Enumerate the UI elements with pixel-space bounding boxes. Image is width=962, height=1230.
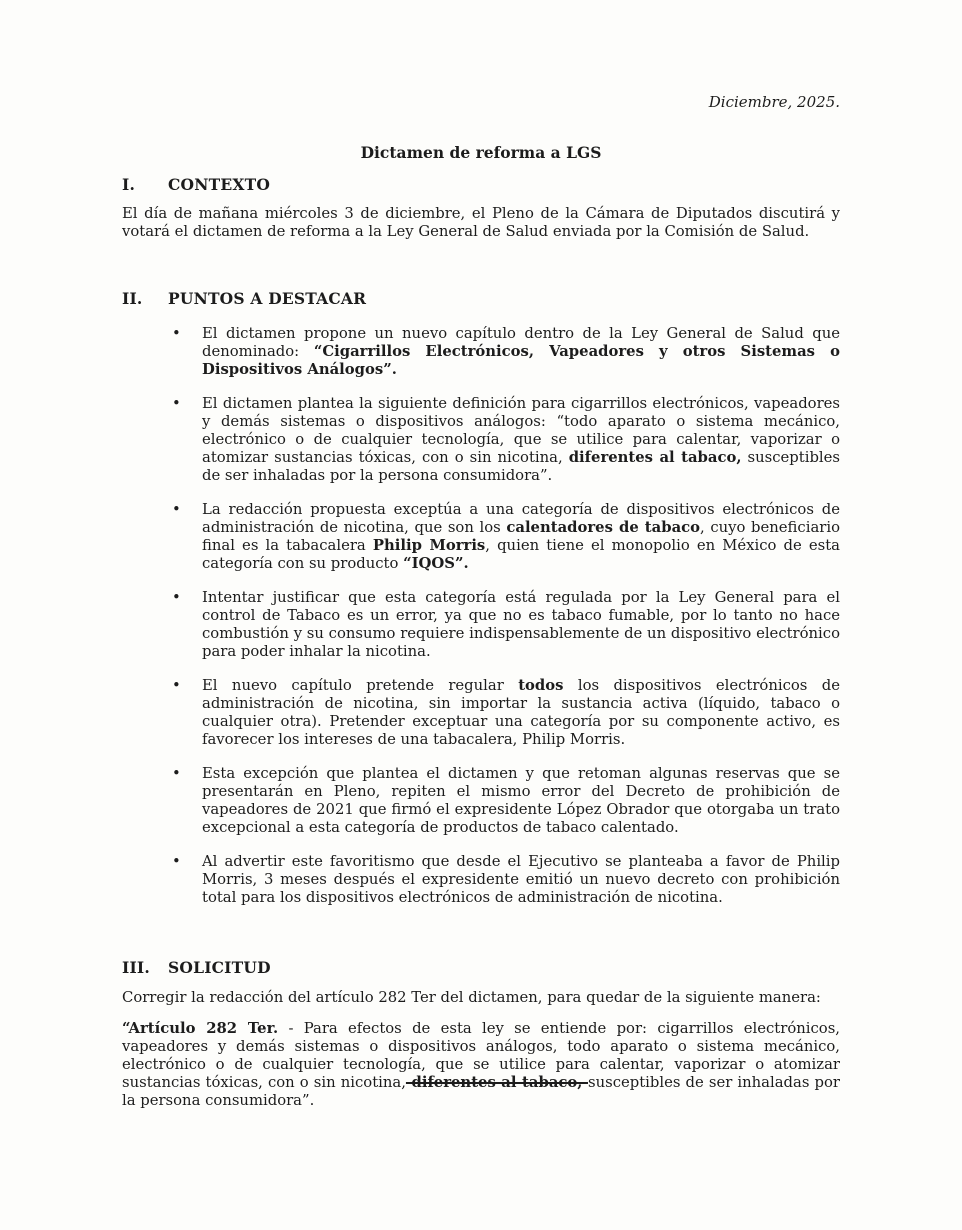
text-segment: , cuyo beneficiario final es la tabacalera: [202, 519, 840, 554]
list-item: [122, 325, 840, 379]
bold-text-segment: Philip Morris: [372, 537, 486, 554]
list-item: [122, 677, 840, 749]
article-282-ter-paragraph: [122, 1020, 840, 1110]
section-heading-contexto: [122, 176, 840, 194]
section-heading-solicitud: [122, 959, 840, 977]
bullet-text: [202, 853, 840, 907]
list-item: [122, 589, 840, 661]
bullet-text: [202, 677, 840, 749]
section-heading-puntos: [122, 290, 840, 308]
text-segment: Al advertir este favoritismo que desde el Ejecutivo se planteaba a favor de Philip Morris, 3 meses después el expresidente emitió un nuevo decreto con prohibición total para los dispositivos electrónicos de administración de nicotina.: [202, 853, 840, 906]
section-title-solicitud: SOLICITUD: [168, 958, 271, 977]
section-number-2: II.: [122, 289, 143, 308]
text-segment: Intentar justificar que esta categoría está regulada por la Ley General para el control de Tabaco es un error, ya que no es tabaco fumable, por lo tanto no hace combustión y su consumo requiere indispensablemente de un dispositivo electrónico para poder inhalar la nicotina.: [202, 589, 840, 660]
document-title: Dictamen de reforma a LGS: [360, 143, 602, 162]
bullet-icon: •: [172, 853, 181, 870]
section-title-contexto: CONTEXTO: [168, 175, 271, 194]
list-item: [122, 501, 840, 573]
bullet-icon: •: [172, 395, 181, 412]
list-item: [122, 853, 840, 907]
bold-text-segment: “Cigarrillos Electrónicos, Vapeadores y otros Sistemas o Dispositivos Análogos”.: [202, 343, 840, 378]
text-segment: susceptibles de ser inhaladas por la persona consumidora”.: [202, 449, 840, 484]
bullet-text: [202, 501, 840, 573]
text-segment: - Para efectos de esta ley se entiende por: cigarrillos electrónicos, vapeadores y demás sistemas o dispositivos análogos, todo aparato o sistema mecánico, electrónico o de cualquier tecnología, que se utilice para calentar, vaporizar o atomizar sustancias tóxicas, con o sin nicotina,: [122, 1020, 840, 1091]
solicitud-intro-paragraph: Corregir la redacción del artículo 282 Ter del dictamen, para quedar de la siguiente manera:: [122, 989, 821, 1006]
bold-text-segment: calentadores de tabaco: [506, 519, 701, 536]
text-segment: los dispositivos electrónicos de administración de nicotina, sin importar la sustancia activa (líquido, tabaco o cualquier otra). Pretender exceptuar una categoría por su componente activo, es favorecer los intereses de una tabacalera, Philip Morris.: [202, 677, 840, 748]
bold-text-segment: “IQOS”.: [403, 555, 469, 572]
bullet-text: [202, 589, 840, 661]
bullet-text: [202, 325, 840, 379]
document-date: Diciembre, 2025.: [708, 93, 840, 111]
bullet-icon: •: [172, 765, 181, 782]
text-segment: El dictamen propone un nuevo capítulo dentro de la Ley General de Salud que denominado:: [202, 325, 840, 360]
bullet-icon: •: [172, 501, 181, 518]
bullet-text: [202, 765, 840, 837]
list-item: [122, 765, 840, 837]
bullet-icon: •: [172, 589, 181, 606]
bullet-icon: •: [172, 325, 181, 342]
section-number-1: I.: [122, 175, 136, 194]
contexto-paragraph: El día de mañana miércoles 3 de diciembre, el Pleno de la Cámara de Diputados discutirá y votará el dictamen de reforma a la Ley General de Salud enviada por la Comisión de Salud.: [122, 205, 840, 240]
section-title-puntos: PUNTOS A DESTACAR: [168, 289, 367, 308]
struck-text-segment: diferentes al tabaco,: [405, 1074, 588, 1091]
bold-text-segment: diferentes al tabaco,: [568, 449, 742, 466]
bullet-text: [202, 395, 840, 485]
text-segment: Esta excepción que plantea el dictamen y que retoman algunas reservas que se presentarán en Pleno, repiten el mismo error del Decreto de prohibición de vapeadores de 2021 que firmó el expresidente López Obrador que otorgaba un trato excepcional a esta categoría de productos de tabaco calentado.: [202, 765, 840, 836]
text-segment: El dictamen plantea la siguiente definición para cigarrillos electrónicos, vapeadores y demás sistemas o dispositivos análogos: “todo aparato o sistema mecánico, electrónico o de cualquier tecnología, que se utilice para calentar, vaporizar o atomizar sustancias tóxicas, con o sin nicotina,: [202, 395, 840, 466]
text-segment: , quien tiene el monopolio en México de esta categoría con su producto: [202, 537, 840, 572]
text-segment: susceptibles de ser inhaladas por la persona consumidora”.: [122, 1074, 840, 1109]
bullet-list: [122, 325, 840, 907]
text-segment: El nuevo capítulo pretende regular: [202, 677, 519, 694]
bold-text-segment: todos: [518, 677, 564, 694]
bullet-icon: •: [172, 677, 181, 694]
section-number-3: III.: [122, 958, 150, 977]
list-item: [122, 395, 840, 485]
text-segment: La redacción propuesta exceptúa a una categoría de dispositivos electrónicos de administración de nicotina, que son los: [202, 501, 840, 536]
bold-text-segment: “Artículo 282 Ter.: [122, 1020, 279, 1037]
